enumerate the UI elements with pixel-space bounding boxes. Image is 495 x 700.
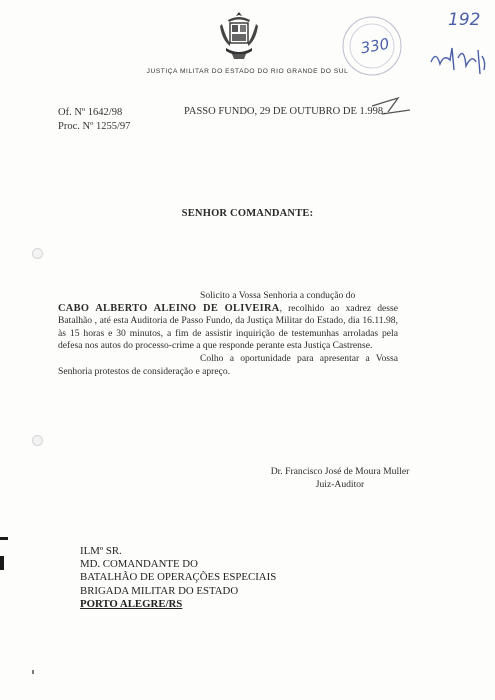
paragraph-1-start: Solicito a Vossa Senhoria a condução do xyxy=(200,290,356,301)
judge-name: Dr. Francisco José de Moura Muller xyxy=(270,466,410,477)
punch-hole xyxy=(32,435,43,446)
addressee-block xyxy=(80,545,276,611)
handwritten-page-number: 192 xyxy=(448,10,481,30)
scan-edge-mark xyxy=(0,556,4,570)
addressee-city: PORTO ALEGRE/RS xyxy=(80,597,183,610)
letter-body xyxy=(58,290,398,378)
institution-header: JUSTIÇA MILITAR DO ESTADO DO RIO GRANDE DO SUL xyxy=(146,68,349,75)
place-date: PASSO FUNDO, 29 DE OUTUBRO DE 1.998. xyxy=(184,106,386,117)
addressee-line-4: BRIGADA MILITAR DO ESTADO xyxy=(80,584,239,597)
scan-speck xyxy=(32,670,34,674)
stamp-number: 330 xyxy=(359,34,391,58)
detainee-name: CABO ALBERTO ALEINO DE OLIVEIRA xyxy=(58,302,280,314)
addressee-line-3: BATALHÃO DE OPERAÇÕES ESPECIAIS xyxy=(80,571,277,584)
judge-title: Juiz-Auditor xyxy=(315,479,365,490)
paragraph-1 xyxy=(58,290,398,353)
addressee-line-2: MD. COMANDANTE DO xyxy=(80,558,198,571)
coat-of-arms-icon xyxy=(218,10,260,62)
punch-hole xyxy=(32,248,43,259)
paragraph-1-rest: , recolhido ao xadrez desse Batalhão , até esta Auditoria de Passo Fundo, da Justiça Militar do Estado, dia 16.11.98, às 15 horas e 30 minutos, a fim de assistir inquirição de testemunhas arroladas pela defesa nos autos do processo-crime a que responde perante esta Justiça Castrense. xyxy=(58,302,399,352)
processo-number: Proc. Nº 1255/97 xyxy=(58,121,131,132)
addressee-line-1: ILMº SR. xyxy=(80,545,122,557)
paragraph-2: Colho a oportunidade para apresentar a Vossa Senhoria protestos de consideração e apreço. xyxy=(58,352,398,377)
salutation: SENHOR COMANDANTE: xyxy=(181,208,314,219)
signature-block xyxy=(220,465,460,491)
scan-edge-mark xyxy=(0,537,8,540)
handwritten-initials-icon xyxy=(428,40,488,82)
oficio-number: Of. Nº 1642/98 xyxy=(58,107,123,118)
